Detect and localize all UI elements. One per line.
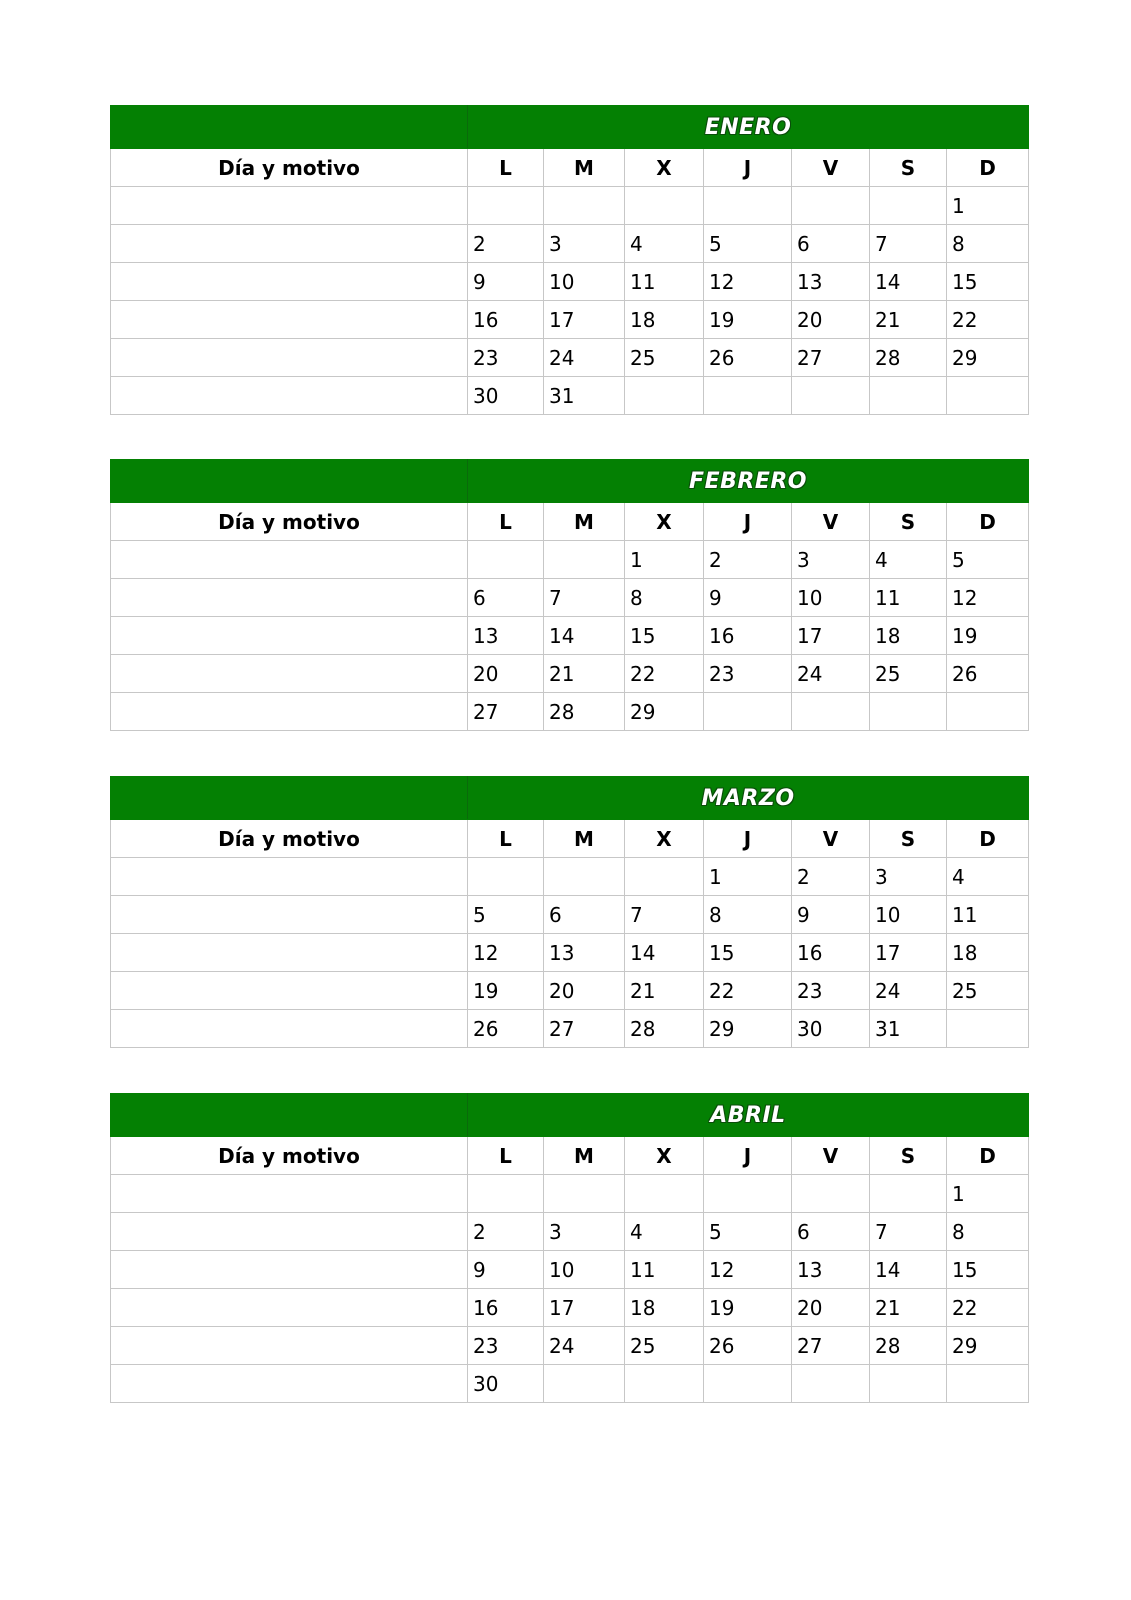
day-cell: 19 (704, 1289, 792, 1327)
day-cell (544, 1365, 625, 1403)
weekday-header: V (792, 820, 870, 858)
day-cell: 27 (468, 693, 544, 731)
week-row (111, 187, 1029, 225)
day-cell: 4 (625, 225, 704, 263)
day-cell: 29 (947, 339, 1029, 377)
day-cell (870, 1175, 947, 1213)
motivo-cell[interactable] (111, 858, 468, 896)
day-cell (625, 1365, 704, 1403)
day-cell: 27 (792, 339, 870, 377)
day-cell: 4 (870, 541, 947, 579)
day-cell: 29 (947, 1327, 1029, 1365)
weekday-header: S (870, 1137, 947, 1175)
day-cell: 23 (468, 1327, 544, 1365)
weekday-header: X (625, 1137, 704, 1175)
day-cell: 26 (947, 655, 1029, 693)
motivo-label: Día y motivo (111, 149, 468, 187)
day-cell: 24 (544, 339, 625, 377)
day-cell: 30 (468, 377, 544, 415)
day-cell: 10 (544, 263, 625, 301)
day-cell: 19 (468, 972, 544, 1010)
motivo-cell[interactable] (111, 579, 468, 617)
day-cell (792, 693, 870, 731)
month-title: MARZO (468, 777, 1029, 820)
day-cell: 8 (625, 579, 704, 617)
day-cell (792, 1175, 870, 1213)
motivo-cell[interactable] (111, 1289, 468, 1327)
day-cell: 13 (468, 617, 544, 655)
month-marzo (110, 776, 1028, 1048)
day-cell: 2 (792, 858, 870, 896)
motivo-cell[interactable] (111, 617, 468, 655)
day-cell (947, 377, 1029, 415)
day-cell: 3 (544, 225, 625, 263)
day-cell: 26 (704, 1327, 792, 1365)
weekday-header: M (544, 1137, 625, 1175)
day-cell: 17 (792, 617, 870, 655)
day-cell: 11 (947, 896, 1029, 934)
week-row (111, 896, 1029, 934)
weekday-header: D (947, 503, 1029, 541)
day-cell: 31 (870, 1010, 947, 1048)
motivo-cell[interactable] (111, 934, 468, 972)
day-cell: 7 (870, 1213, 947, 1251)
weekday-header: L (468, 820, 544, 858)
day-cell (544, 858, 625, 896)
day-cell: 8 (704, 896, 792, 934)
day-cell: 16 (792, 934, 870, 972)
weekday-header: V (792, 1137, 870, 1175)
month-table (110, 105, 1029, 415)
day-cell: 3 (870, 858, 947, 896)
motivo-label: Día y motivo (111, 1137, 468, 1175)
day-cell: 2 (704, 541, 792, 579)
month-table (110, 776, 1029, 1048)
week-row (111, 655, 1029, 693)
day-cell: 16 (468, 1289, 544, 1327)
weekday-header: M (544, 503, 625, 541)
day-cell: 20 (468, 655, 544, 693)
day-cell: 2 (468, 1213, 544, 1251)
motivo-cell[interactable] (111, 1251, 468, 1289)
week-row (111, 579, 1029, 617)
day-cell: 10 (792, 579, 870, 617)
weekday-header: J (704, 1137, 792, 1175)
day-cell: 28 (544, 693, 625, 731)
month-header-blank (111, 777, 468, 820)
week-row (111, 1327, 1029, 1365)
weekday-header: D (947, 149, 1029, 187)
day-cell (947, 1010, 1029, 1048)
day-cell: 27 (544, 1010, 625, 1048)
week-row (111, 1175, 1029, 1213)
weekday-header: M (544, 820, 625, 858)
day-cell: 12 (704, 263, 792, 301)
day-cell: 2 (468, 225, 544, 263)
day-cell: 5 (468, 896, 544, 934)
day-cell (870, 693, 947, 731)
weekday-header: X (625, 503, 704, 541)
day-cell (625, 377, 704, 415)
day-cell (704, 693, 792, 731)
week-row (111, 1213, 1029, 1251)
week-row (111, 1289, 1029, 1327)
month-title: FEBRERO (468, 460, 1029, 503)
day-cell: 17 (544, 1289, 625, 1327)
day-cell: 12 (947, 579, 1029, 617)
month-abril (110, 1093, 1028, 1403)
day-cell (468, 187, 544, 225)
week-row (111, 1365, 1029, 1403)
day-cell: 11 (625, 263, 704, 301)
motivo-cell[interactable] (111, 972, 468, 1010)
day-cell (870, 1365, 947, 1403)
motivo-cell[interactable] (111, 693, 468, 731)
day-cell (625, 858, 704, 896)
day-cell: 25 (625, 339, 704, 377)
week-row (111, 1010, 1029, 1048)
motivo-cell[interactable] (111, 225, 468, 263)
day-cell (947, 693, 1029, 731)
week-row (111, 301, 1029, 339)
weekday-header: L (468, 149, 544, 187)
day-cell: 21 (870, 301, 947, 339)
month-table (110, 459, 1029, 731)
day-cell: 6 (792, 1213, 870, 1251)
day-cell: 12 (704, 1251, 792, 1289)
day-cell (704, 1365, 792, 1403)
day-cell: 28 (870, 1327, 947, 1365)
day-cell: 12 (468, 934, 544, 972)
month-header-blank (111, 460, 468, 503)
day-cell: 21 (625, 972, 704, 1010)
day-cell: 23 (468, 339, 544, 377)
day-cell: 30 (792, 1010, 870, 1048)
day-cell (544, 541, 625, 579)
day-cell: 1 (704, 858, 792, 896)
day-cell (468, 1175, 544, 1213)
motivo-label: Día y motivo (111, 820, 468, 858)
motivo-cell[interactable] (111, 541, 468, 579)
day-cell: 5 (704, 1213, 792, 1251)
day-cell: 9 (468, 1251, 544, 1289)
motivo-cell[interactable] (111, 1327, 468, 1365)
month-header-blank (111, 106, 468, 149)
day-cell: 21 (870, 1289, 947, 1327)
week-row (111, 263, 1029, 301)
day-cell: 27 (792, 1327, 870, 1365)
motivo-cell[interactable] (111, 896, 468, 934)
day-cell: 14 (870, 263, 947, 301)
weekday-header: M (544, 149, 625, 187)
month-febrero (110, 459, 1028, 731)
weekday-header: S (870, 149, 947, 187)
weekday-header: V (792, 503, 870, 541)
day-cell (625, 1175, 704, 1213)
weekday-header: L (468, 1137, 544, 1175)
weekday-header: S (870, 503, 947, 541)
day-cell (704, 377, 792, 415)
weekday-header: X (625, 149, 704, 187)
day-cell: 4 (625, 1213, 704, 1251)
day-cell: 22 (704, 972, 792, 1010)
day-cell: 7 (870, 225, 947, 263)
day-cell: 14 (625, 934, 704, 972)
day-cell: 16 (704, 617, 792, 655)
day-cell: 20 (792, 301, 870, 339)
day-cell: 29 (625, 693, 704, 731)
day-cell: 13 (792, 263, 870, 301)
day-cell: 7 (625, 896, 704, 934)
weekday-header: D (947, 1137, 1029, 1175)
motivo-cell[interactable] (111, 301, 468, 339)
week-row (111, 377, 1029, 415)
week-row (111, 541, 1029, 579)
day-cell (792, 1365, 870, 1403)
motivo-cell[interactable] (111, 1365, 468, 1403)
day-cell (870, 377, 947, 415)
motivo-cell[interactable] (111, 655, 468, 693)
day-cell (947, 1365, 1029, 1403)
day-cell (792, 187, 870, 225)
day-cell: 31 (544, 377, 625, 415)
day-cell (544, 1175, 625, 1213)
day-cell (704, 1175, 792, 1213)
day-cell: 15 (947, 1251, 1029, 1289)
weekday-header: J (704, 503, 792, 541)
weekday-header: X (625, 820, 704, 858)
week-row (111, 858, 1029, 896)
day-cell: 23 (704, 655, 792, 693)
day-cell (544, 187, 625, 225)
day-cell: 20 (544, 972, 625, 1010)
day-cell: 25 (870, 655, 947, 693)
motivo-cell[interactable] (111, 263, 468, 301)
day-cell: 22 (947, 1289, 1029, 1327)
motivo-cell[interactable] (111, 1213, 468, 1251)
day-cell: 5 (704, 225, 792, 263)
week-row (111, 617, 1029, 655)
day-cell: 9 (704, 579, 792, 617)
day-cell: 19 (947, 617, 1029, 655)
month-enero (110, 105, 1028, 415)
weekday-header: D (947, 820, 1029, 858)
day-cell: 15 (704, 934, 792, 972)
day-cell: 10 (544, 1251, 625, 1289)
day-cell: 5 (947, 541, 1029, 579)
day-cell: 9 (468, 263, 544, 301)
motivo-cell[interactable] (111, 1010, 468, 1048)
day-cell: 7 (544, 579, 625, 617)
day-cell: 18 (947, 934, 1029, 972)
week-row (111, 225, 1029, 263)
day-cell: 11 (870, 579, 947, 617)
motivo-cell[interactable] (111, 339, 468, 377)
day-cell: 3 (792, 541, 870, 579)
day-cell: 8 (947, 225, 1029, 263)
weekday-header: J (704, 820, 792, 858)
day-cell (468, 541, 544, 579)
week-row (111, 339, 1029, 377)
month-title: ENERO (468, 106, 1029, 149)
motivo-cell[interactable] (111, 187, 468, 225)
day-cell: 17 (870, 934, 947, 972)
day-cell: 14 (870, 1251, 947, 1289)
day-cell: 1 (947, 1175, 1029, 1213)
day-cell: 15 (625, 617, 704, 655)
day-cell (468, 858, 544, 896)
day-cell (625, 187, 704, 225)
day-cell: 28 (625, 1010, 704, 1048)
weekday-header: S (870, 820, 947, 858)
week-row (111, 1251, 1029, 1289)
day-cell: 9 (792, 896, 870, 934)
weekday-header: J (704, 149, 792, 187)
day-cell: 18 (625, 1289, 704, 1327)
day-cell: 18 (870, 617, 947, 655)
motivo-cell[interactable] (111, 1175, 468, 1213)
day-cell: 20 (792, 1289, 870, 1327)
motivo-label: Día y motivo (111, 503, 468, 541)
day-cell: 13 (544, 934, 625, 972)
week-row (111, 972, 1029, 1010)
day-cell: 26 (468, 1010, 544, 1048)
day-cell: 1 (625, 541, 704, 579)
day-cell: 8 (947, 1213, 1029, 1251)
day-cell (704, 187, 792, 225)
day-cell: 1 (947, 187, 1029, 225)
week-row (111, 934, 1029, 972)
day-cell: 4 (947, 858, 1029, 896)
day-cell: 3 (544, 1213, 625, 1251)
day-cell: 25 (947, 972, 1029, 1010)
month-title: ABRIL (468, 1094, 1029, 1137)
day-cell: 25 (625, 1327, 704, 1365)
day-cell: 15 (947, 263, 1029, 301)
day-cell: 17 (544, 301, 625, 339)
day-cell: 24 (544, 1327, 625, 1365)
weekday-header: V (792, 149, 870, 187)
day-cell: 6 (468, 579, 544, 617)
day-cell (870, 187, 947, 225)
day-cell: 22 (625, 655, 704, 693)
motivo-cell[interactable] (111, 377, 468, 415)
day-cell: 13 (792, 1251, 870, 1289)
day-cell: 24 (792, 655, 870, 693)
day-cell: 6 (792, 225, 870, 263)
day-cell (792, 377, 870, 415)
day-cell: 23 (792, 972, 870, 1010)
day-cell: 16 (468, 301, 544, 339)
day-cell: 6 (544, 896, 625, 934)
day-cell: 28 (870, 339, 947, 377)
day-cell: 18 (625, 301, 704, 339)
month-table (110, 1093, 1029, 1403)
day-cell: 10 (870, 896, 947, 934)
day-cell: 19 (704, 301, 792, 339)
day-cell: 22 (947, 301, 1029, 339)
day-cell: 11 (625, 1251, 704, 1289)
day-cell: 24 (870, 972, 947, 1010)
weekday-header: L (468, 503, 544, 541)
day-cell: 14 (544, 617, 625, 655)
week-row (111, 693, 1029, 731)
month-header-blank (111, 1094, 468, 1137)
day-cell: 29 (704, 1010, 792, 1048)
day-cell: 21 (544, 655, 625, 693)
day-cell: 30 (468, 1365, 544, 1403)
day-cell: 26 (704, 339, 792, 377)
